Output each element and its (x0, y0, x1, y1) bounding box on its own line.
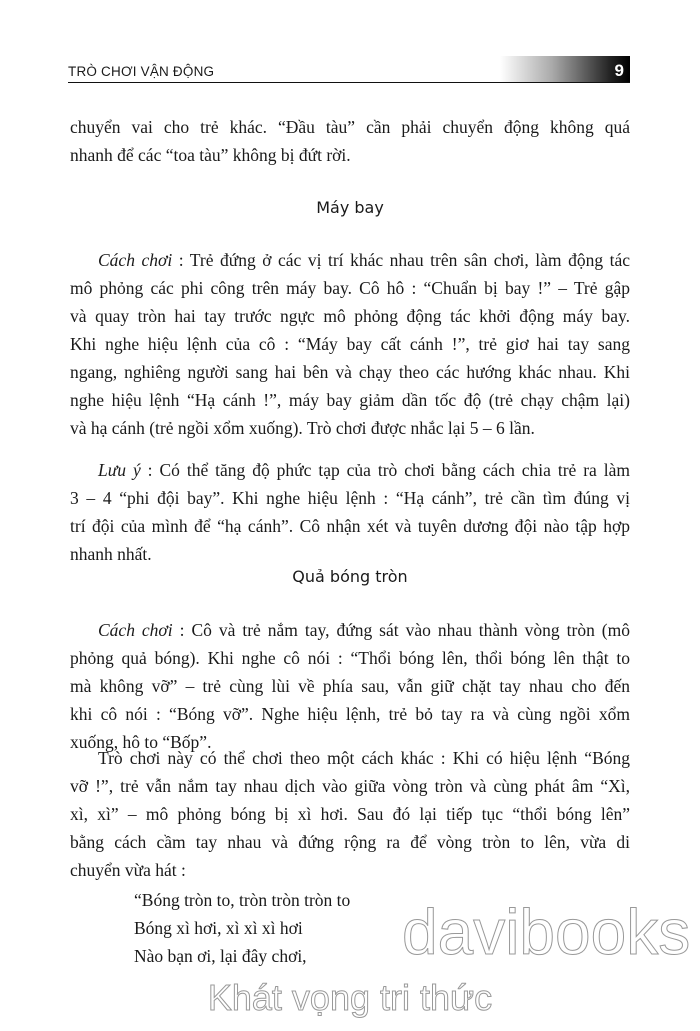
text-line: chuyển vừa hát : (70, 860, 186, 880)
text-line: trí đội của mình để “hạ cánh”. Cô nhận xét và tuyên dương đội nào tập hợp (70, 516, 630, 536)
running-header (68, 56, 630, 83)
verse-line: “Bóng tròn to, tròn tròn tròn to (134, 890, 351, 910)
lead-label: Cách chơi (98, 620, 173, 640)
qua-bong-rules (70, 616, 630, 756)
text-line: ngang, nghiêng người sang hai bên và chạy theo các hướng khác nhau. Khi (70, 362, 630, 382)
text-line: và quay tròn hai tay trước ngực mô phỏng động tác khởi động máy bay. (70, 306, 630, 326)
text-span: : Cô và trẻ nắm tay, đứng sát vào nhau thành vòng tròn (mô (172, 620, 630, 640)
text-line: nhanh để các “toa tàu” không bị đứt rời. (70, 145, 351, 165)
text-line: khi cô nói : “Bóng vỡ”. Nghe hiệu lệnh, trẻ bỏ tay ra và cùng ngồi xổm (70, 704, 630, 724)
text-span: : Trẻ đứng ở các vị trí khác nhau trên sân chơi, làm động tác (172, 250, 630, 270)
text-line: 3 – 4 “phi đội bay”. Khi nghe hiệu lệnh : “Hạ cánh”, trẻ cần tìm đúng vị (70, 488, 630, 508)
text-line: vỡ !”, trẻ vẫn nắm tay nhau dịch vào giữa vòng tròn và cùng phát âm “Xì, (70, 776, 630, 796)
may-bay-rules (70, 246, 630, 442)
text-line: Trò chơi này có thể chơi theo một cách khác : Khi có hiệu lệnh “Bóng (98, 748, 630, 768)
lead-label: Lưu ý (98, 460, 141, 480)
text-line (70, 616, 630, 644)
section-heading-may-bay: Máy bay (316, 198, 384, 217)
text-line (70, 246, 630, 274)
text-line: nghe hiệu lệnh “Hạ cánh !”, máy bay giảm dần tốc độ (trẻ chạy chậm lại) (70, 390, 630, 410)
header-gradient (500, 56, 630, 82)
song-verse (134, 886, 350, 970)
intro-paragraph (70, 113, 630, 169)
watermark-slogan: Khát vọng tri thức (207, 977, 493, 1018)
text-line: chuyển vai cho trẻ khác. “Đầu tàu” cần phải chuyển động không quá (70, 117, 630, 137)
text-line: nhanh nhất. (70, 544, 152, 564)
chapter-title: TRÒ CHƠI VẬN ĐỘNG (68, 63, 215, 79)
page-number: 9 (614, 60, 624, 80)
text-line: bằng cách cầm tay nhau và đứng rộng ra để vòng tròn to lên, vừa di (70, 832, 630, 852)
verse-line: Nào bạn ơi, lại đây chơi, (134, 946, 307, 966)
text-line (70, 456, 630, 484)
lead-label: Cách chơi (98, 250, 173, 270)
text-line: Khi nghe hiệu lệnh của cô : “Máy bay cất cánh !”, trẻ giơ hai tay sang (70, 334, 630, 354)
may-bay-note (70, 456, 630, 568)
verse-line: Bóng xì hơi, xì xì xì hơi (134, 918, 303, 938)
text-line: mô phỏng các phi công trên máy bay. Cô hô : “Chuẩn bị bay !” – Trẻ gập (70, 278, 630, 298)
watermark-brand: davibooks (402, 896, 691, 968)
text-line: xuống, hô to “Bốp”. (70, 732, 212, 752)
section-heading-qua-bong-tron: Quả bóng tròn (292, 567, 408, 586)
text-line: mà không vỡ” – trẻ cùng lùi về phía sau, vẫn giữ chặt tay nhau cho đến (70, 676, 630, 696)
text-line: phỏng quả bóng). Khi nghe cô nói : “Thổi bóng lên, thổi bóng lên thật to (70, 648, 630, 668)
text-span: : Có thể tăng độ phức tạp của trò chơi bằng cách chia trẻ ra làm (140, 460, 630, 480)
text-line: xì, xì” – mô phỏng bóng bị xì hơi. Sau đó lại tiếp tục “thổi bóng lên” (70, 804, 630, 824)
qua-bong-variant (70, 744, 630, 884)
text-line: và hạ cánh (trẻ ngồi xổm xuống). Trò chơi được nhắc lại 5 – 6 lần. (70, 418, 535, 438)
